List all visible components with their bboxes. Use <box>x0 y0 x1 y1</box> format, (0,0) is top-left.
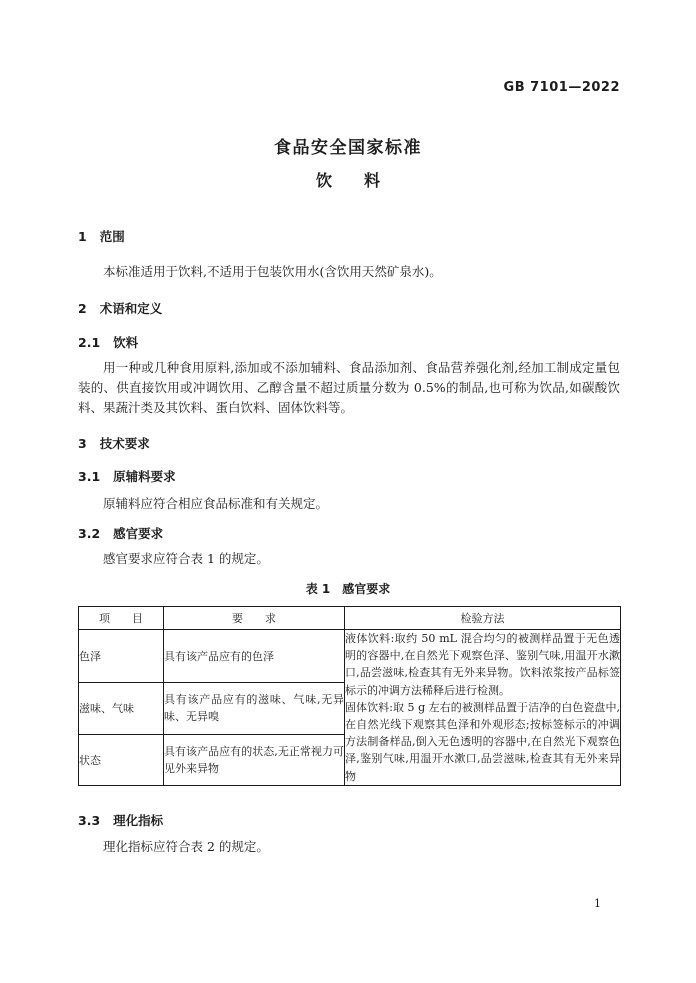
section-3-2-body: 感官要求应符合表 1 的规定。 <box>103 551 269 566</box>
item-cell: 状态 <box>79 734 164 785</box>
section-1-heading <box>78 227 620 245</box>
document-subtitle: 饮 料 <box>315 171 380 190</box>
section-3-1-body: 原辅料应符合相应食品标准和有关规定。 <box>103 496 329 511</box>
section-number: 2.1 <box>78 335 101 350</box>
section-number: 3.2 <box>78 526 101 541</box>
item-cell: 滋味、气味 <box>79 683 164 734</box>
column-header-item: 项 目 <box>79 607 164 630</box>
doc-code: GB 7101—2022 <box>503 80 620 95</box>
page-number: 1 <box>594 897 601 910</box>
section-3-1-heading <box>78 467 620 485</box>
section-2-1-body: 用一种或几种食用原料,添加或不添加辅料、食品添加剂、食品营养强化剂,经加工制成定量包装的、供直接饮用或冲调饮用、乙醇含量不超过质量分数为 0.5%的制品,也可称为饮品,如碳酸饮料、果蔬汁类及其饮料、蛋白饮料、固体饮料等。 <box>78 360 620 415</box>
method-paragraph-liquid: 液体饮料:取约 50 mL 混合均匀的被测样品置于无色透明的容器中,在自然光下观察色泽、鉴别气味,用温开水漱口,品尝滋味,检查其有无外来异物。饮料浓浆按产品标签标示的冲调方法稀释后进行检测。 <box>345 632 620 697</box>
method-cell <box>345 630 621 786</box>
section-2-1-heading <box>78 333 620 351</box>
column-header-method: 检验方法 <box>345 607 621 630</box>
section-3-3-heading <box>78 811 620 829</box>
table-row <box>79 630 621 683</box>
section-3-2-heading <box>78 524 620 542</box>
requirement-cell: 具有该产品应有的滋味、气味,无异味、无异嗅 <box>164 683 345 734</box>
section-1-body: 本标准适用于饮料,不适用于包装饮用水(含饮用天然矿泉水)。 <box>103 264 442 279</box>
section-number: 2 <box>78 301 87 316</box>
table-header-row <box>79 607 621 630</box>
requirement-cell: 具有该产品应有的色泽 <box>164 630 345 683</box>
section-label: 理化指标 <box>113 813 164 828</box>
section-label: 术语和定义 <box>99 301 163 316</box>
table-1-caption: 表 1 感官要求 <box>305 582 391 596</box>
method-paragraph-solid: 固体饮料:取 5 g 左右的被测样品置于洁净的白色瓷盘中,在自然光线下观察其色泽和外观形态;按标签标示的冲调方法制备样品,倒入无色透明的容器中,在自然光下观察色泽,鉴别气味,用温开水漱口,品尝滋味,检查其有无外来异物 <box>345 700 620 783</box>
section-number: 1 <box>78 229 87 244</box>
section-label: 技术要求 <box>99 436 150 451</box>
section-2-heading <box>78 299 620 317</box>
document-title: 食品安全国家标准 <box>274 138 422 158</box>
section-3-heading <box>78 434 620 452</box>
section-label: 原辅料要求 <box>113 469 176 484</box>
section-label: 饮料 <box>113 335 139 350</box>
section-number: 3 <box>78 436 87 451</box>
sensory-requirements-table <box>78 606 621 786</box>
requirement-cell: 具有该产品应有的状态,无正常视力可见外来异物 <box>164 734 345 785</box>
section-label: 感官要求 <box>113 526 164 541</box>
item-cell: 色泽 <box>79 630 164 683</box>
column-header-requirement: 要 求 <box>164 607 345 630</box>
section-number: 3.1 <box>78 469 101 484</box>
section-3-3-body: 理化指标应符合表 2 的规定。 <box>103 839 269 854</box>
section-number: 3.3 <box>78 813 101 828</box>
section-label: 范围 <box>99 229 125 244</box>
